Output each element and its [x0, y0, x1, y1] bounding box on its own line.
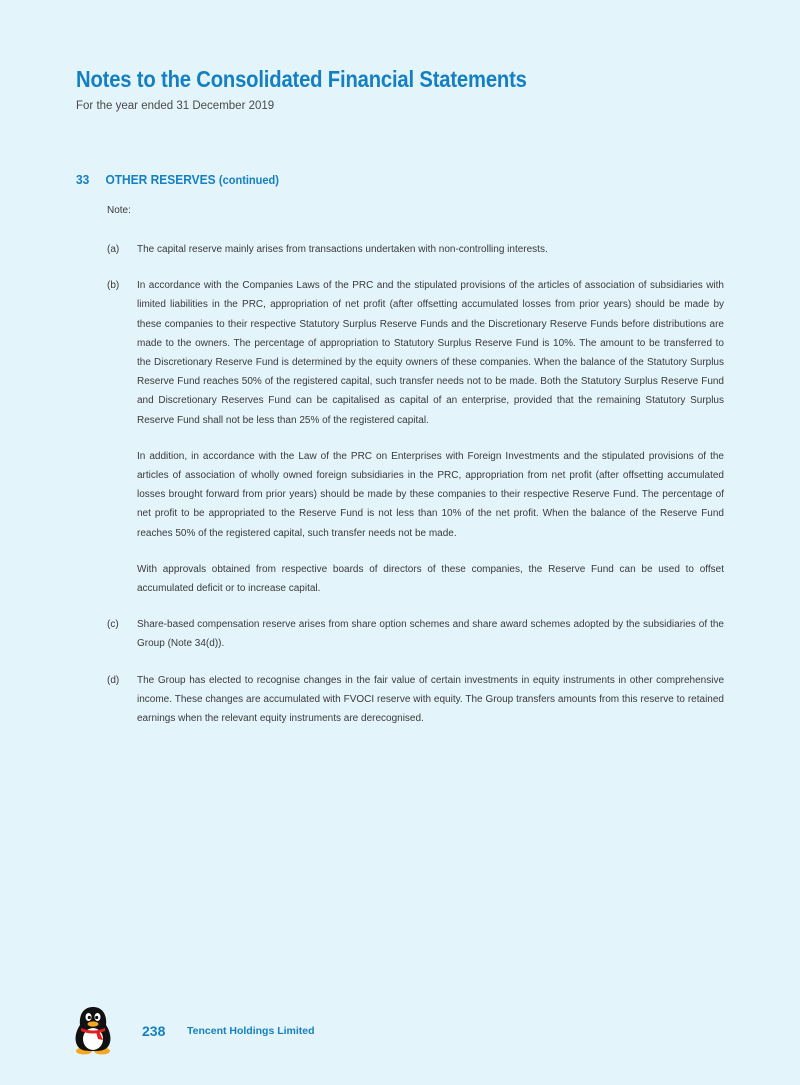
note-marker: (b) [107, 280, 120, 292]
note-marker: (c) [107, 619, 119, 631]
note-paragraph: With approvals obtained from respective boards of directors of these companies, the Reserve Fund can be used to offset accumulated deficit or to increase capital. [137, 563, 724, 595]
page-number: 238 [142, 1023, 166, 1039]
note-paragraph: The Group has elected to recognise changes in the fair value of certain investments in equity instruments in other comprehensive income. These changes are accumulated with FVOCI reserve with equity. The Group transfers amounts from this reserve to retained earnings when the relevant equity instruments are derecognised. [137, 674, 724, 725]
section-heading [76, 172, 279, 187]
page-title: Notes to the Consolidated Financial Statements [76, 66, 527, 92]
section-number: 33 [76, 172, 90, 187]
note-content [137, 671, 724, 729]
company-name: Tencent Holdings Limited [187, 1025, 315, 1037]
note-content [137, 240, 724, 259]
note-item [107, 615, 724, 653]
penguin-logo-icon [72, 1005, 114, 1055]
note-content [137, 276, 724, 598]
note-paragraph: In accordance with the Companies Laws of the PRC and the stipulated provisions of the articles of association of subsidiaries with limited liabilities in the PRC, appropriation of net profit (after offsetting accumulated losses from prior years) should be made by these companies to their respective Statutory Surplus Reserve Funds and the Discretionary Reserve Funds before distributions are made to the owners. The percentage of appropriation to Statutory Surplus Reserve Fund is 10%. The amount to be transferred to the Discretionary Reserve Fund is determined by the equity owners of these companies. When the balance of the Statutory Surplus Reserve Fund reaches 50% of the registered capital, such transfer needs not to be made. Both the Statutory Surplus Reserve Fund and Discretionary Reserves Fund can be capitalised as capital of an enterprise, provided that the remaining Statutory Surplus Reserve Fund shall not be less than 25% of the registered capital. [137, 280, 724, 426]
note-paragraph: In addition, in accordance with the Law of the PRC on Enterprises with Foreign Investments and the stipulated provisions of the articles of association of wholly owned foreign subsidiaries in the PRC, appropriation from net profit (after offsetting accumulated losses brought forward from prior years) should be made by these companies to their respective Reserve Fund. The percentage of net profit to be appropriated to the Reserve Fund is not less than 10% of the net profit. When the balance of the Reserve Fund reaches 50% of the registered capital, such transfer needs not be made. [137, 450, 724, 539]
section-title: OTHER RESERVES [105, 172, 216, 187]
note-item [107, 671, 724, 729]
notes-list [107, 240, 724, 745]
note-paragraph: The capital reserve mainly arises from transactions undertaken with non-controlling interests. [137, 244, 548, 255]
note-paragraph: Share-based compensation reserve arises from share option schemes and share award schemes adopted by the subsidiaries of the Group (Note 34(d)). [137, 619, 724, 650]
page-subtitle: For the year ended 31 December 2019 [76, 100, 275, 112]
section-continued: (continued) [218, 173, 279, 187]
note-label: Note: [107, 205, 131, 216]
note-marker: (a) [107, 244, 120, 255]
note-item [107, 276, 724, 598]
note-content [137, 615, 724, 653]
note-marker: (d) [107, 674, 120, 686]
note-item [107, 240, 724, 259]
